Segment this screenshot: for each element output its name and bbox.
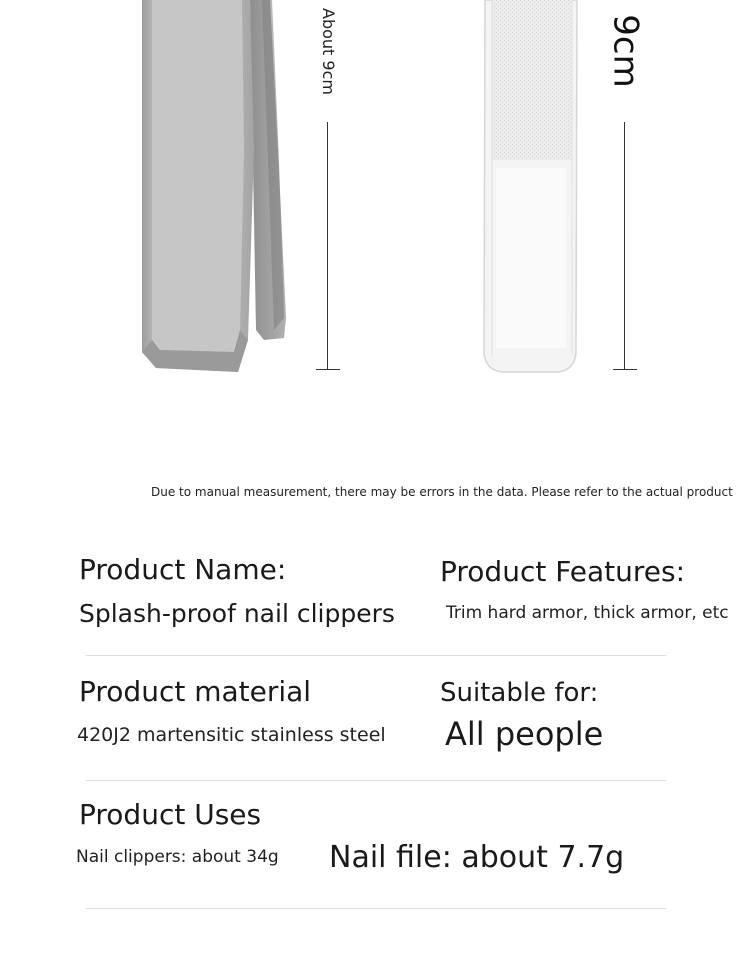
clipper-dimension-tick <box>316 369 340 370</box>
product-material-label: Product material <box>79 675 312 708</box>
suitable-for-value: All people <box>445 715 604 753</box>
clipper-weight: Nail clippers: about 34g <box>76 847 279 867</box>
product-features-value: Trim hard armor, thick armor, etc <box>446 603 729 623</box>
clipper-length-label: About 9cm <box>318 7 338 95</box>
clipper-dimension-line <box>327 122 328 369</box>
nail-clipper-image <box>138 0 290 376</box>
suitable-for-label: Suitable for: <box>440 678 599 708</box>
file-length-label: 9cm <box>606 14 647 88</box>
product-name-label: Product Name: <box>79 553 287 586</box>
nail-file-image <box>480 0 580 374</box>
divider <box>86 655 666 656</box>
file-weight: Nail file: about 7.7g <box>329 840 625 875</box>
product-material-value: 420J2 martensitic stainless steel <box>77 724 386 746</box>
divider <box>86 908 666 909</box>
file-dimension-tick <box>613 369 637 370</box>
product-features-label: Product Features: <box>440 555 686 588</box>
product-name-value: Splash-proof nail clippers <box>79 599 395 628</box>
product-uses-label: Product Uses <box>79 798 262 831</box>
divider <box>86 780 666 781</box>
file-dimension-line <box>624 122 625 369</box>
measurement-disclaimer: Due to manual measurement, there may be errors in the data. Please refer to the actual product <box>151 485 733 499</box>
